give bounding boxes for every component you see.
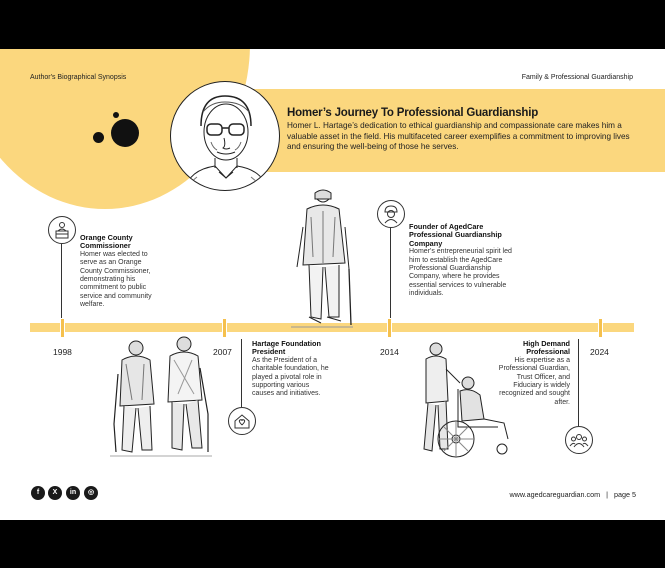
- timeline-tick-2024: [598, 318, 603, 338]
- illustration-caregiver-wheelchair: [418, 339, 518, 464]
- timeline-tick-2007: [222, 318, 227, 338]
- event-2007-text: As the President of a charitable foundation, he played a pivotal role in supporting various causes and initiatives.: [252, 356, 329, 398]
- decor-dot-large: [111, 119, 139, 147]
- heart-home-icon: [228, 407, 256, 435]
- year-1998: 1998: [53, 347, 72, 357]
- year-2007: 2007: [213, 347, 232, 357]
- event-2024-text: His expertise as a Professional Guardian, Trust Officer, and Fiduciary is widely recognized and sought after.: [498, 356, 570, 406]
- illustration-two-elderly-men: [108, 334, 213, 459]
- event-1998-text: Homer was elected to serve as an Orange County Commissioner, demonstrating his commitment to public service and community welfare.: [80, 250, 152, 309]
- page-number: page 5: [614, 490, 636, 499]
- author-portrait: [170, 81, 280, 191]
- header-left: Author's Biographical Synopsis: [30, 74, 127, 81]
- event-2014: [409, 223, 519, 299]
- header-right: Family & Professional Guardianship: [521, 74, 633, 81]
- page: [0, 49, 665, 520]
- event-stem-1998: [61, 244, 62, 318]
- instagram-icon[interactable]: ◎: [84, 486, 98, 500]
- event-2007: [252, 340, 330, 399]
- footer-separator: |: [606, 490, 609, 499]
- event-stem-2014: [390, 228, 391, 318]
- decor-dot-small: [93, 132, 104, 143]
- year-2024: 2024: [590, 347, 609, 357]
- year-2014: 2014: [380, 347, 399, 357]
- decor-dot-tiny: [113, 112, 119, 118]
- page-title: Homer’s Journey To Professional Guardianship: [287, 107, 539, 119]
- intro-paragraph: Homer L. Hartage’s dedication to ethical guardianship and compassionate care makes him a valuable asset in the field. His multifaceted career exemplifies a commitment to improving lives and ensuring the well-being of those he serves.: [287, 121, 630, 151]
- event-1998: [80, 234, 160, 310]
- worker-icon: [377, 200, 405, 228]
- group-icon: [565, 426, 593, 454]
- linkedin-icon[interactable]: in: [66, 486, 80, 500]
- illustration-elderly-man-walking: [287, 187, 357, 335]
- podium-icon: [48, 216, 76, 244]
- timeline-tick-1998: [60, 318, 65, 338]
- x-icon[interactable]: X: [48, 486, 62, 500]
- event-2014-text: Homer's entrepreneurial spirit led him to establish the AgedCare Professional Guardianship Company, where he provides essential services to vulnerable individuals.: [409, 248, 512, 298]
- footer-url[interactable]: www.agedcareguardian.com: [509, 490, 601, 499]
- event-stem-2024: [578, 339, 579, 426]
- event-2014-title: Founder of AgedCare Professional Guardianship Company: [409, 222, 502, 248]
- facebook-icon[interactable]: f: [31, 486, 45, 500]
- event-2024-title: High Demand Professional: [522, 339, 570, 357]
- footer: [509, 490, 636, 499]
- portrait-illustration: [171, 82, 279, 190]
- event-2007-title: Hartage Foundation President: [252, 339, 321, 357]
- timeline-tick-2014: [387, 318, 392, 338]
- event-1998-title: Orange County Commissioner: [80, 233, 133, 251]
- event-stem-2007: [241, 339, 242, 407]
